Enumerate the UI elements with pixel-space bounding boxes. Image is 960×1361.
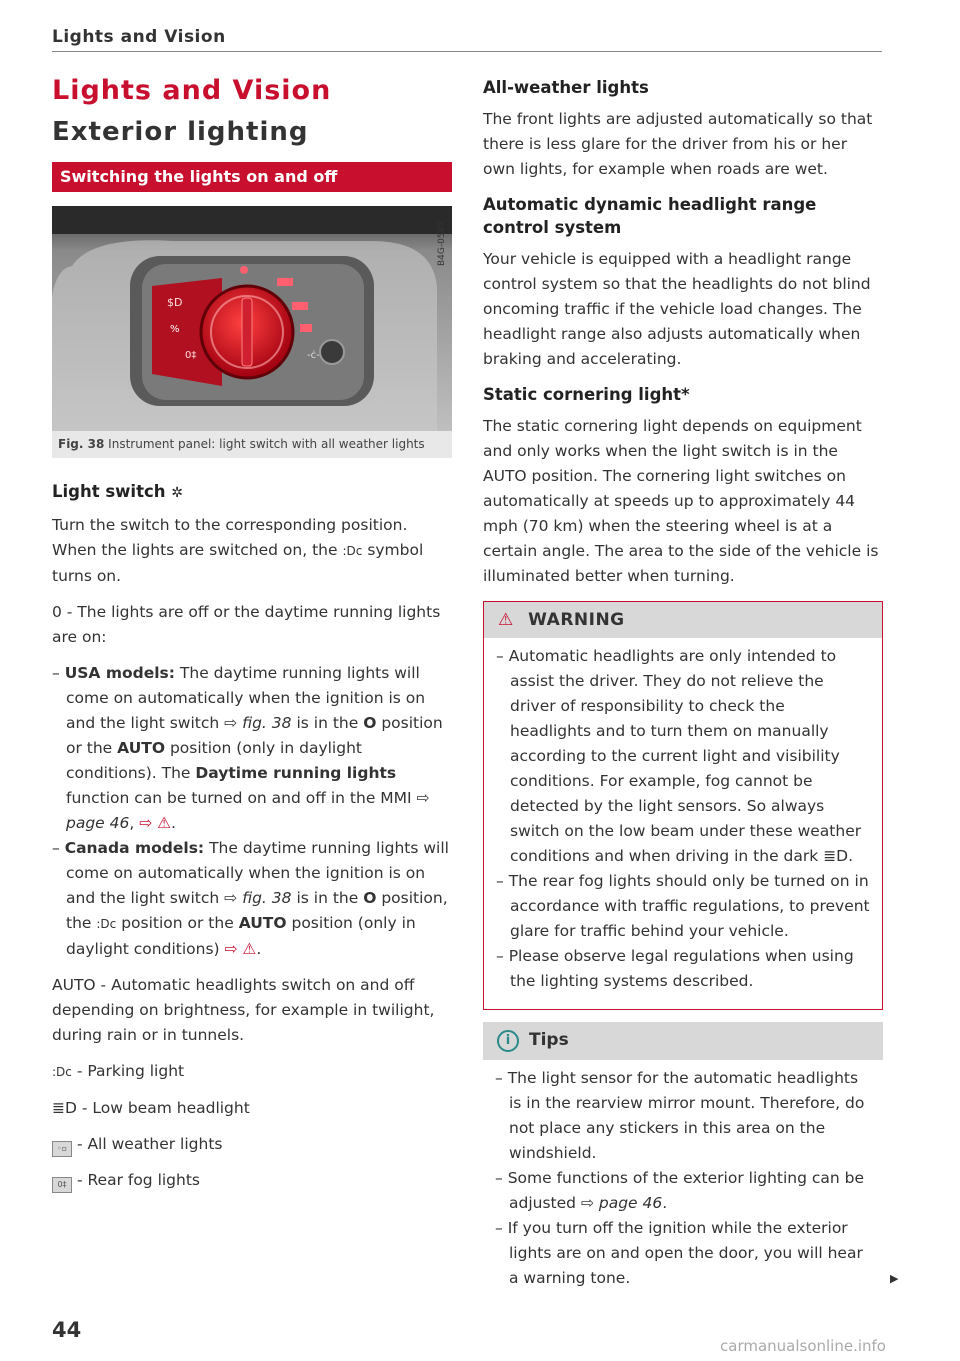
page-ref-link[interactable]: ⇨ page 46 — [580, 1194, 663, 1212]
light-switch-illustration — [52, 206, 452, 431]
tip-item: – Some functions of the exterior lighting can be adjusted ⇨ page 46. — [495, 1169, 865, 1212]
list-item-canada: – Canada models: The daytime running lights will come on automatically when the ignition is on and the light switch ⇨ fig. 38 is in the O position, the :Dᴄ position or the AUTO position (only in daylight conditions) ⇨ ⚠. — [52, 839, 449, 958]
tips-list — [495, 1066, 871, 1291]
tip-item: – The light sensor for the automatic headlights is in the rearview mirror mount. Therefore, do not place any stickers in this area on the windshield. — [495, 1069, 865, 1162]
para-turn: Turn the switch to the corresponding position. When the lights are switched on, the :Dᴄ symbol turns on. — [52, 516, 424, 585]
warning-box — [483, 601, 883, 1010]
left-column — [52, 72, 452, 1204]
low-beam-icon: ≣D — [52, 1099, 77, 1117]
watermark: carmanualsonline.info — [720, 1337, 886, 1355]
cornering-text: The static cornering light depends on equipment and only works when the light switch is in the AUTO position. The cornering light switches on automatically at speeds up to approximately 44 mph (70 km) when the steering wheel is at a certain angle. The area to the side of the vehicle is illuminated better when turning. — [483, 417, 879, 585]
figure-code: B4G-0587 — [437, 220, 447, 266]
figure-38 — [52, 206, 452, 458]
svg-text:0‡: 0‡ — [185, 350, 197, 361]
tips-box — [483, 1022, 883, 1306]
light-switch-heading: Light switch ✲ — [52, 482, 183, 501]
legend-rear-fog: 0‡ - Rear fog lights — [52, 1168, 452, 1193]
caption-label: Fig. 38 — [58, 437, 105, 451]
warning-triangle-icon: ⚠ — [498, 610, 514, 630]
tip-item: – If you turn off the ignition while the exterior lights are on and open the door, you will hear a warning tone. — [495, 1219, 863, 1287]
warning-ref-icon[interactable]: ⇨ ⚠ — [224, 940, 257, 958]
chapter-title: Lights and Vision — [52, 75, 332, 106]
all-weather-text: The front lights are adjusted automatically so that there is less glare for the driver from his or her own lights, for example when roads are wet. — [483, 110, 873, 178]
fig-ref-link[interactable]: ⇨ fig. 38 — [224, 714, 292, 732]
para-zero: 0 - The lights are off or the daytime running lights are on: — [52, 603, 441, 646]
parking-light-icon: :Dᴄ — [96, 917, 117, 931]
page-ref-link[interactable]: ⇨ page 46 — [66, 789, 430, 832]
rear-fog-light-icon: 0‡ — [52, 1177, 72, 1193]
tips-header: i Tips — [483, 1022, 883, 1060]
warning-item: – Automatic headlights are only intended to assist the driver. They do not relieve the driver of responsibility to check the headlights and to turn them on manually according to the current light and visibility conditions. For example, fog cannot be detected by the light sensors. So always switch on the low beam under these weather conditions and when driving in the dark ≣D. — [496, 647, 862, 865]
page-number: 44 — [52, 1318, 82, 1342]
warning-body — [484, 638, 882, 1009]
range-control-heading: Automatic dynamic headlight range control system — [483, 195, 817, 237]
all-weather-heading: All-weather lights — [483, 78, 649, 97]
legend-low-beam: ≣D - Low beam headlight — [52, 1099, 250, 1117]
caption-text: Instrument panel: light switch with all weather lights — [108, 437, 425, 451]
figure-caption — [52, 431, 452, 458]
svg-text:%: % — [170, 324, 180, 335]
warning-ref-icon[interactable]: ⇨ ⚠ — [139, 814, 172, 832]
range-control-text: Your vehicle is equipped with a headlight range control system so that the headlights do not blind oncoming traffic if the vehicle load changes. The headlight range also adjusts automatically when braking and accelerating. — [483, 250, 871, 368]
svg-text:$D: $D — [167, 296, 183, 309]
section-title: Exterior lighting — [52, 117, 309, 147]
list-item-usa: – USA models: The daytime running lights will come on automatically when the ignition is on and the light switch ⇨ fig. 38 is in the O position or the AUTO position (only in daylight conditions). The Daytime running lights function can be turned on and off in the MMI ⇨ page 46, ⇨ ⚠. — [52, 664, 443, 832]
drl-list — [52, 661, 452, 962]
parking-light-icon: :Dᴄ — [342, 544, 363, 558]
tips-body — [483, 1060, 883, 1306]
warning-list — [496, 644, 870, 994]
para-auto: AUTO - Automatic headlights switch on and off depending on brightness, for example in twilight, during rain or in tunnels. — [52, 976, 435, 1044]
fig-ref-link[interactable]: ⇨ fig. 38 — [224, 889, 292, 907]
svg-text:-ċ-: -ċ- — [307, 350, 320, 361]
legend-parking: :Dᴄ - Parking light — [52, 1062, 185, 1080]
low-beam-icon: ≣D — [823, 847, 849, 865]
right-column — [483, 76, 883, 1306]
legend-all-weather: ◦▫ - All weather lights — [52, 1132, 452, 1157]
all-weather-light-icon: ◦▫ — [52, 1141, 72, 1157]
continue-arrow-icon: ▶ — [890, 1272, 899, 1285]
warning-header: ⚠ WARNING — [484, 602, 882, 638]
parking-light-icon: :Dᴄ — [52, 1065, 72, 1079]
running-header: Lights and Vision — [52, 27, 226, 47]
info-icon: i — [497, 1030, 519, 1052]
topic-bar: Switching the lights on and off — [52, 162, 452, 192]
warning-item: – The rear fog lights should only be turned on in accordance with traffic regulations, to prevent glare for traffic behind your vehicle. — [496, 872, 870, 940]
warning-item: – Please observe legal regulations when using the lighting systems described. — [496, 947, 854, 990]
header-rule — [52, 51, 882, 52]
cornering-heading: Static cornering light* — [483, 385, 690, 404]
light-switch-icon: ✲ — [171, 485, 183, 501]
